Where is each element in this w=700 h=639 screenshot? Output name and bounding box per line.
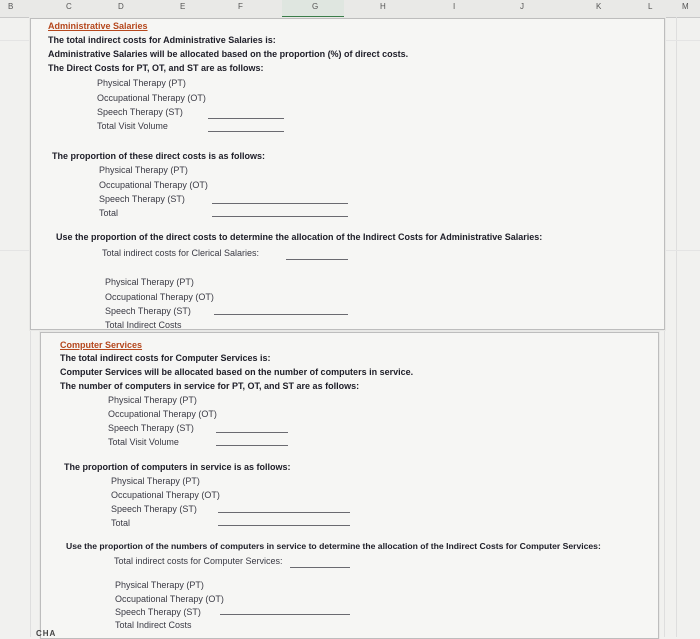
admin-use-proportion-text: Use the proportion of the direct costs to determine the allocation of the Indirect Costs for Administrative Salaries: (56, 232, 543, 242)
computer-st-blank-line (216, 432, 288, 433)
computer-count-text: The number of computers in service for PT, OT, and ST are as follows: (60, 381, 360, 391)
column-header-m[interactable]: M (682, 2, 689, 11)
admin-total-indirect-text: The total indirect costs for Administrative Salaries is: (48, 35, 276, 45)
column-header-c[interactable]: C (66, 2, 72, 11)
admin-allocation-basis-text: Administrative Salaries will be allocated based on the proportion (%) of direct costs. (48, 49, 409, 59)
computer-list2-ot: Occupational Therapy (OT) (111, 490, 220, 500)
admin-list1-st: Speech Therapy (ST) (97, 107, 183, 117)
computer-total-blank-line (216, 445, 288, 446)
cut-off-row-text: CHA (36, 629, 57, 638)
column-header-h[interactable]: H (380, 2, 386, 11)
column-header-b[interactable]: B (8, 2, 14, 11)
computer-list1-pt: Physical Therapy (PT) (108, 395, 197, 405)
admin-list3-ot: Occupational Therapy (OT) (105, 292, 214, 302)
computer-list3-pt: Physical Therapy (PT) (115, 580, 204, 590)
admin-list3-st: Speech Therapy (ST) (105, 306, 191, 316)
computer-total-indirect-blank-line (290, 567, 350, 568)
admin-total-indirect-label: Total indirect costs for Clerical Salaries: (102, 248, 260, 258)
admin-list2-st: Speech Therapy (ST) (99, 194, 185, 204)
computer-proportion-title: The proportion of computers in service is as follows: (64, 462, 291, 472)
admin-list2-pt: Physical Therapy (PT) (99, 165, 188, 175)
computer-alloc-st-blank-line (220, 614, 350, 615)
admin-prop-st-blank-line (212, 203, 348, 204)
computer-list1-ot: Occupational Therapy (OT) (108, 409, 217, 419)
grid-line (676, 17, 677, 637)
admin-list1-pt: Physical Therapy (PT) (97, 78, 186, 88)
computer-list1-st: Speech Therapy (ST) (108, 423, 194, 433)
computer-list1-total: Total Visit Volume (108, 437, 179, 447)
computer-total-indirect-label: Total indirect costs for Computer Services: (114, 556, 283, 566)
computer-total-indirect-text: The total indirect costs for Computer Services is: (60, 353, 271, 363)
admin-list1-total: Total Visit Volume (97, 121, 168, 131)
column-header-l[interactable]: L (648, 2, 653, 11)
column-header-bar (0, 0, 700, 18)
admin-st-blank-line (208, 118, 284, 119)
admin-list1-ot: Occupational Therapy (OT) (97, 93, 206, 103)
computer-list2-st: Speech Therapy (ST) (111, 504, 197, 514)
admin-total-indirect-blank-line (286, 259, 348, 260)
column-header-e[interactable]: E (180, 2, 186, 11)
computer-list2-pt: Physical Therapy (PT) (111, 476, 200, 486)
admin-list2-total: Total (99, 208, 119, 218)
column-header-g[interactable]: G (312, 2, 319, 11)
computer-list3-ot: Occupational Therapy (OT) (115, 594, 224, 604)
admin-list3-total: Total Indirect Costs (105, 320, 182, 330)
column-header-i[interactable]: I (453, 2, 456, 11)
column-header-f[interactable]: F (238, 2, 243, 11)
computer-list3-total: Total Indirect Costs (115, 620, 192, 630)
admin-proportion-title: The proportion of these direct costs is as follows: (52, 151, 266, 161)
computer-use-proportion-text: Use the proportion of the numbers of computers in service to determine the allocation of the Indirect Costs for Computer Services: (66, 541, 601, 551)
column-header-j[interactable]: J (520, 2, 524, 11)
admin-prop-total-blank-line (212, 216, 348, 217)
computer-list2-total: Total (111, 518, 131, 528)
column-header-k[interactable]: K (596, 2, 602, 11)
computer-section-title: Computer Services (60, 340, 143, 350)
admin-total-blank-line (208, 131, 284, 132)
admin-section-title: Administrative Salaries (48, 21, 148, 31)
admin-direct-costs-text: The Direct Costs for PT, OT, and ST are as follows: (48, 63, 264, 73)
admin-alloc-st-blank-line (214, 314, 348, 315)
computer-list3-st: Speech Therapy (ST) (115, 607, 201, 617)
computer-prop-st-blank-line (218, 512, 350, 513)
admin-list2-ot: Occupational Therapy (OT) (99, 180, 208, 190)
admin-list3-pt: Physical Therapy (PT) (105, 277, 194, 287)
computer-allocation-basis-text: Computer Services will be allocated based on the number of computers in service. (60, 367, 414, 377)
computer-prop-total-blank-line (218, 525, 350, 526)
column-header-d[interactable]: D (118, 2, 124, 11)
